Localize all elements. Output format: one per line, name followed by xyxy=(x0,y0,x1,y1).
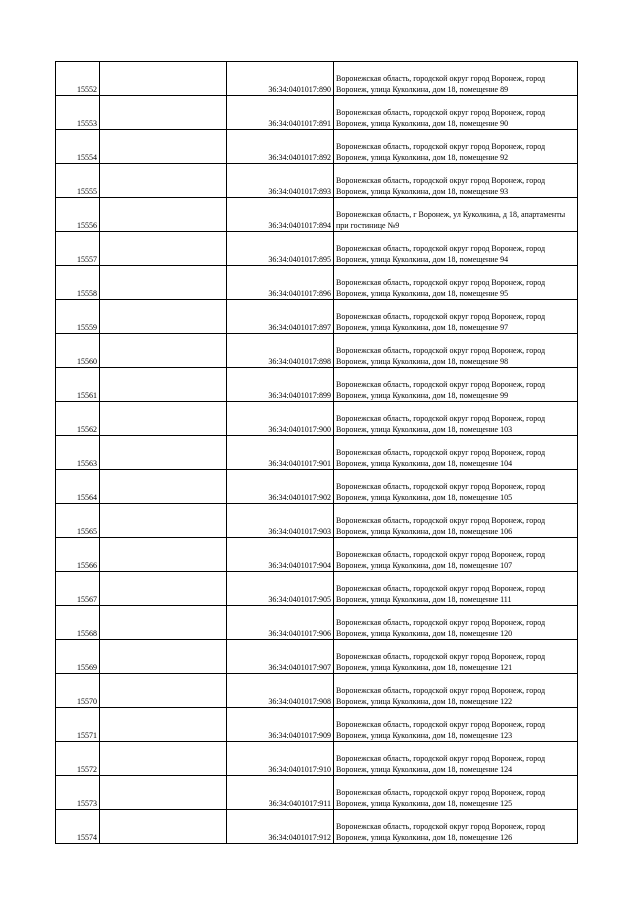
row-number-cell: 15568 xyxy=(56,606,100,640)
registry-table xyxy=(55,61,578,844)
empty-cell xyxy=(100,810,227,844)
empty-cell xyxy=(100,538,227,572)
address-cell: Воронежская область, городской округ город Воронеж, город Воронеж, улица Куколкина, дом 18, помещение 105 xyxy=(334,470,578,504)
address-cell: Воронежская область, городской округ город Воронеж, город Воронеж, улица Куколкина, дом 18, помещение 106 xyxy=(334,504,578,538)
row-number-cell: 15552 xyxy=(56,62,100,96)
empty-cell xyxy=(100,470,227,504)
empty-cell xyxy=(100,368,227,402)
cadastral-number-cell: 36:34:0401017:902 xyxy=(227,470,334,504)
empty-cell xyxy=(100,266,227,300)
table-row xyxy=(56,96,578,130)
cadastral-number-cell: 36:34:0401017:903 xyxy=(227,504,334,538)
address-cell: Воронежская область, городской округ город Воронеж, город Воронеж, улица Куколкина, дом 18, помещение 99 xyxy=(334,368,578,402)
cadastral-number-cell: 36:34:0401017:892 xyxy=(227,130,334,164)
row-number-cell: 15553 xyxy=(56,96,100,130)
table-row xyxy=(56,470,578,504)
cadastral-number-cell: 36:34:0401017:897 xyxy=(227,300,334,334)
address-cell: Воронежская область, городской округ город Воронеж, город Воронеж, улица Куколкина, дом 18, помещение 89 xyxy=(334,62,578,96)
empty-cell xyxy=(100,402,227,436)
address-cell: Воронежская область, городской округ город Воронеж, город Воронеж, улица Куколкина, дом 18, помещение 125 xyxy=(334,776,578,810)
row-number-cell: 15564 xyxy=(56,470,100,504)
table-row xyxy=(56,776,578,810)
address-cell: Воронежская область, городской округ город Воронеж, город Воронеж, улица Куколкина, дом 18, помещение 97 xyxy=(334,300,578,334)
table-row xyxy=(56,708,578,742)
address-cell: Воронежская область, городской округ город Воронеж, город Воронеж, улица Куколкина, дом 18, помещение 104 xyxy=(334,436,578,470)
empty-cell xyxy=(100,776,227,810)
row-number-cell: 15560 xyxy=(56,334,100,368)
empty-cell xyxy=(100,164,227,198)
table-row xyxy=(56,164,578,198)
empty-cell xyxy=(100,504,227,538)
cadastral-number-cell: 36:34:0401017:912 xyxy=(227,810,334,844)
table-row xyxy=(56,436,578,470)
row-number-cell: 15554 xyxy=(56,130,100,164)
row-number-cell: 15566 xyxy=(56,538,100,572)
row-number-cell: 15559 xyxy=(56,300,100,334)
table-row xyxy=(56,504,578,538)
table-row xyxy=(56,742,578,776)
cadastral-number-cell: 36:34:0401017:911 xyxy=(227,776,334,810)
row-number-cell: 15569 xyxy=(56,640,100,674)
table-row xyxy=(56,368,578,402)
row-number-cell: 15570 xyxy=(56,674,100,708)
empty-cell xyxy=(100,606,227,640)
table-row xyxy=(56,62,578,96)
cadastral-number-cell: 36:34:0401017:890 xyxy=(227,62,334,96)
row-number-cell: 15556 xyxy=(56,198,100,232)
address-cell: Воронежская область, городской округ город Воронеж, город Воронеж, улица Куколкина, дом 18, помещение 124 xyxy=(334,742,578,776)
cadastral-number-cell: 36:34:0401017:906 xyxy=(227,606,334,640)
row-number-cell: 15558 xyxy=(56,266,100,300)
empty-cell xyxy=(100,674,227,708)
cadastral-number-cell: 36:34:0401017:907 xyxy=(227,640,334,674)
table-row xyxy=(56,572,578,606)
cadastral-number-cell: 36:34:0401017:891 xyxy=(227,96,334,130)
empty-cell xyxy=(100,572,227,606)
table-row xyxy=(56,334,578,368)
table-row xyxy=(56,606,578,640)
table-row xyxy=(56,198,578,232)
table-row xyxy=(56,402,578,436)
cadastral-number-cell: 36:34:0401017:910 xyxy=(227,742,334,776)
row-number-cell: 15563 xyxy=(56,436,100,470)
empty-cell xyxy=(100,62,227,96)
empty-cell xyxy=(100,232,227,266)
empty-cell xyxy=(100,130,227,164)
cadastral-number-cell: 36:34:0401017:904 xyxy=(227,538,334,572)
table-row xyxy=(56,538,578,572)
table-row xyxy=(56,674,578,708)
cadastral-number-cell: 36:34:0401017:895 xyxy=(227,232,334,266)
address-cell: Воронежская область, г Воронеж, ул Куколкина, д 18, апартаменты при гостинице №9 xyxy=(334,198,578,232)
cadastral-number-cell: 36:34:0401017:894 xyxy=(227,198,334,232)
row-number-cell: 15572 xyxy=(56,742,100,776)
row-number-cell: 15565 xyxy=(56,504,100,538)
table-row xyxy=(56,640,578,674)
cadastral-number-cell: 36:34:0401017:905 xyxy=(227,572,334,606)
table-row xyxy=(56,232,578,266)
empty-cell xyxy=(100,436,227,470)
address-cell: Воронежская область, городской округ город Воронеж, город Воронеж, улица Куколкина, дом 18, помещение 111 xyxy=(334,572,578,606)
empty-cell xyxy=(100,708,227,742)
address-cell: Воронежская область, городской округ город Воронеж, город Воронеж, улица Куколкина, дом 18, помещение 103 xyxy=(334,402,578,436)
row-number-cell: 15561 xyxy=(56,368,100,402)
empty-cell xyxy=(100,334,227,368)
cadastral-number-cell: 36:34:0401017:901 xyxy=(227,436,334,470)
address-cell: Воронежская область, городской округ город Воронеж, город Воронеж, улица Куколкина, дом 18, помещение 94 xyxy=(334,232,578,266)
cadastral-number-cell: 36:34:0401017:899 xyxy=(227,368,334,402)
empty-cell xyxy=(100,742,227,776)
table-row xyxy=(56,130,578,164)
row-number-cell: 15557 xyxy=(56,232,100,266)
address-cell: Воронежская область, городской округ город Воронеж, город Воронеж, улица Куколкина, дом 18, помещение 95 xyxy=(334,266,578,300)
row-number-cell: 15555 xyxy=(56,164,100,198)
row-number-cell: 15571 xyxy=(56,708,100,742)
table-row xyxy=(56,810,578,844)
cadastral-number-cell: 36:34:0401017:898 xyxy=(227,334,334,368)
empty-cell xyxy=(100,96,227,130)
cadastral-number-cell: 36:34:0401017:909 xyxy=(227,708,334,742)
row-number-cell: 15574 xyxy=(56,810,100,844)
cadastral-number-cell: 36:34:0401017:908 xyxy=(227,674,334,708)
address-cell: Воронежская область, городской округ город Воронеж, город Воронеж, улица Куколкина, дом 18, помещение 126 xyxy=(334,810,578,844)
address-cell: Воронежская область, городской округ город Воронеж, город Воронеж, улица Куколкина, дом 18, помещение 122 xyxy=(334,674,578,708)
table-row xyxy=(56,266,578,300)
row-number-cell: 15562 xyxy=(56,402,100,436)
address-cell: Воронежская область, городской округ город Воронеж, город Воронеж, улица Куколкина, дом 18, помещение 120 xyxy=(334,606,578,640)
row-number-cell: 15573 xyxy=(56,776,100,810)
empty-cell xyxy=(100,640,227,674)
registry-body xyxy=(56,62,578,844)
address-cell: Воронежская область, городской округ город Воронеж, город Воронеж, улица Куколкина, дом 18, помещение 90 xyxy=(334,96,578,130)
empty-cell xyxy=(100,198,227,232)
row-number-cell: 15567 xyxy=(56,572,100,606)
table-row xyxy=(56,300,578,334)
cadastral-number-cell: 36:34:0401017:893 xyxy=(227,164,334,198)
address-cell: Воронежская область, городской округ город Воронеж, город Воронеж, улица Куколкина, дом 18, помещение 123 xyxy=(334,708,578,742)
cadastral-number-cell: 36:34:0401017:896 xyxy=(227,266,334,300)
empty-cell xyxy=(100,300,227,334)
address-cell: Воронежская область, городской округ город Воронеж, город Воронеж, улица Куколкина, дом 18, помещение 92 xyxy=(334,130,578,164)
address-cell: Воронежская область, городской округ город Воронеж, город Воронеж, улица Куколкина, дом 18, помещение 107 xyxy=(334,538,578,572)
cadastral-number-cell: 36:34:0401017:900 xyxy=(227,402,334,436)
address-cell: Воронежская область, городской округ город Воронеж, город Воронеж, улица Куколкина, дом 18, помещение 93 xyxy=(334,164,578,198)
address-cell: Воронежская область, городской округ город Воронеж, город Воронеж, улица Куколкина, дом 18, помещение 98 xyxy=(334,334,578,368)
address-cell: Воронежская область, городской округ город Воронеж, город Воронеж, улица Куколкина, дом 18, помещение 121 xyxy=(334,640,578,674)
